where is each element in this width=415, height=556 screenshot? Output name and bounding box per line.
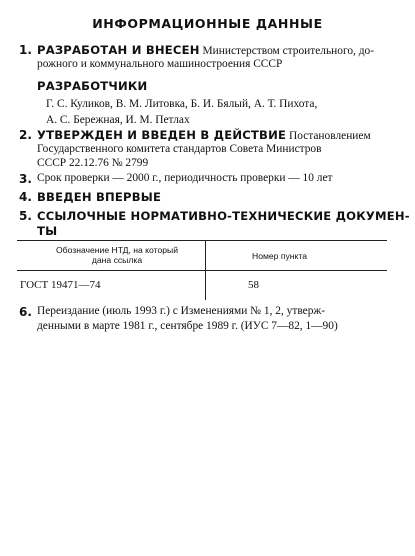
page-title: ИНФОРМАЦИОННЫЕ ДАННЫЕ [92,16,323,31]
table-cell-clause: 58 [248,279,259,291]
item-6-number: 6. [19,305,32,319]
item-1-heading: РАЗРАБОТАН И ВНЕСЕН [37,43,200,57]
item-2-number: 2. [19,128,32,142]
item-1-number: 1. [19,43,32,57]
table-rule-header [17,270,387,271]
item-2-text-part3: СССР 22.12.76 № 2799 [37,157,149,169]
item-6-text-line2: денными в марте 1981 г., сентябре 1989 г. (ИУС 7—82, 1—90) [37,320,338,332]
item-3-text: Срок проверки — 2000 г., периодичность проверки — 10 лет [37,172,333,184]
item-2-text-part1: Постановлением [289,130,371,142]
item-2-text-part2: Государственного комитета стандартов Совета Министров [37,143,322,155]
item-2-line1 [37,128,371,142]
item-1-text-part1: Министерством строительного, до- [202,45,375,57]
table-header-document-line2: дана ссылка [91,255,143,265]
item-4-number: 4. [19,190,32,204]
item-3-number: 3. [19,172,32,186]
table-header-document [37,245,197,265]
item-1-text-part2: рожного и коммунального машиностроения СССР [37,58,283,70]
item-2-heading: УТВЕРЖДЕН И ВВЕДЕН В ДЕЙСТВИЕ [37,128,287,142]
table-header-document-line1: Обозначение НТД, на который [55,245,179,255]
item-5-number: 5. [19,209,32,223]
item-4-heading: ВВЕДЕН ВПЕРВЫЕ [37,190,162,204]
item-1-line1 [37,43,374,57]
table-header-clause: Номер пункта [252,251,308,261]
table-cell-doc: ГОСТ 19471—74 [20,279,101,291]
item-5-heading-line2: ТЫ [37,224,58,238]
item-5-heading-line1: ССЫЛОЧНЫЕ НОРМАТИВНО-ТЕХНИЧЕСКИЕ ДОКУМЕН- [37,209,410,223]
developers-names-line1: Г. С. Куликов, В. М. Литовка, Б. И. Бялый, А. Т. Пихота, [46,98,318,110]
item-6-text-line1: Переиздание (июль 1993 г.) с Изменениями № 1, 2, утверж- [37,305,326,317]
developers-heading: РАЗРАБОТЧИКИ [37,79,148,93]
developers-names-line2: А. С. Бережная, И. М. Петлах [46,114,190,126]
table-rule-top [17,240,387,241]
